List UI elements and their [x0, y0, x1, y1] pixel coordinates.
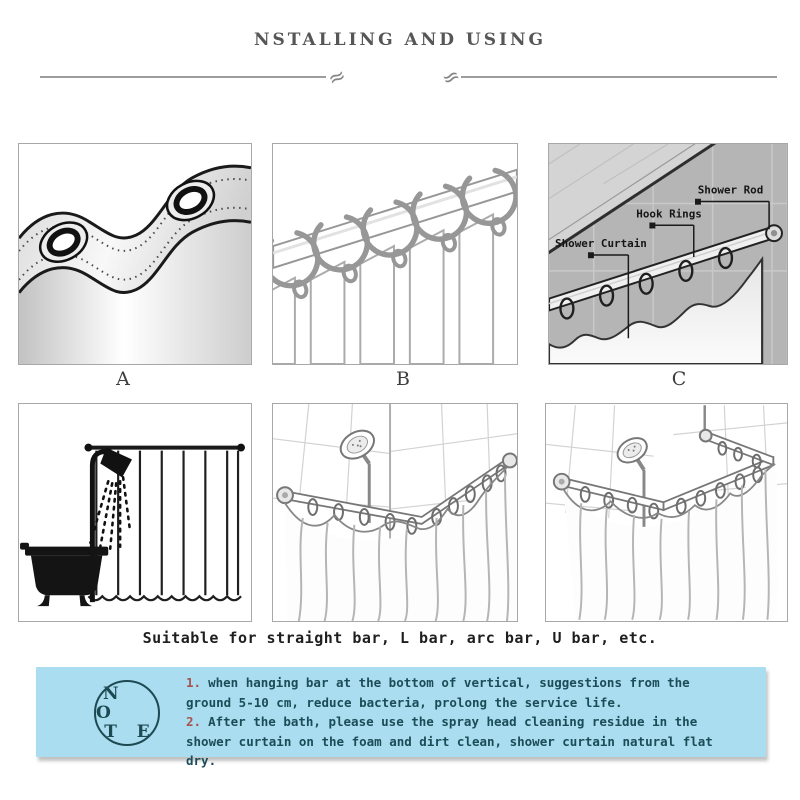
hook-rings-drawing [273, 144, 517, 364]
bathtub-straight-bar-drawing [19, 404, 251, 621]
note-item-2-number: 2. [186, 714, 202, 729]
flourish-icon: ≈ [437, 62, 464, 92]
divider-line-right [461, 76, 777, 78]
panel-e-l-bar [272, 403, 518, 622]
note-stamp-row1: N O [96, 683, 126, 723]
panel-label-a: A [116, 368, 130, 390]
labeled-shower-rod-drawing [549, 144, 787, 364]
flourish-icon: ≈ [323, 62, 350, 92]
note-item-1-text: when hanging bar at the bottom of vertical, suggestions from the ground 5-10 cm, reduce bacteria, prolong the service life. [186, 675, 690, 710]
rod-end-flange [700, 430, 712, 442]
note-item-2 [186, 712, 731, 771]
u-bar-drawing [546, 404, 787, 621]
shower-curtain-label: Shower Curtain [555, 237, 647, 251]
ornamental-divider [40, 62, 777, 92]
note-item-1 [186, 673, 731, 712]
note-box [36, 667, 766, 768]
note-text [186, 673, 731, 771]
divider-line-left [40, 76, 326, 78]
panel-label-c: C [671, 368, 687, 390]
rod-end-flange [503, 454, 517, 468]
hook-rings-label: Hook Rings [636, 207, 702, 221]
shower-rod-label: Shower Rod [697, 183, 764, 197]
suitability-caption: Suitable for straight bar, L bar, arc bar, U bar, etc. [142, 629, 658, 647]
note-item-1-number: 1. [186, 675, 202, 690]
panel-d-straight-bar [18, 403, 252, 622]
panel-b-hook-rings [272, 143, 518, 365]
panel-a-grommet-closeup [18, 143, 252, 365]
page-title: NSTALLING AND USING [253, 30, 547, 50]
panel-c-labeled-diagram [548, 143, 788, 365]
l-bar-drawing [273, 404, 517, 621]
panel-label-b: B [396, 368, 410, 390]
note-stamp-row2: T E [104, 721, 157, 742]
note-item-2-text: After the bath, please use the spray head cleaning residue in the shower curtain on the foam and dirt clean, shower curtain natural flat dry. [186, 714, 713, 768]
note-stamp-icon [94, 680, 160, 746]
grommet-curtain-drawing [19, 144, 251, 364]
panel-f-u-bar [545, 403, 788, 622]
